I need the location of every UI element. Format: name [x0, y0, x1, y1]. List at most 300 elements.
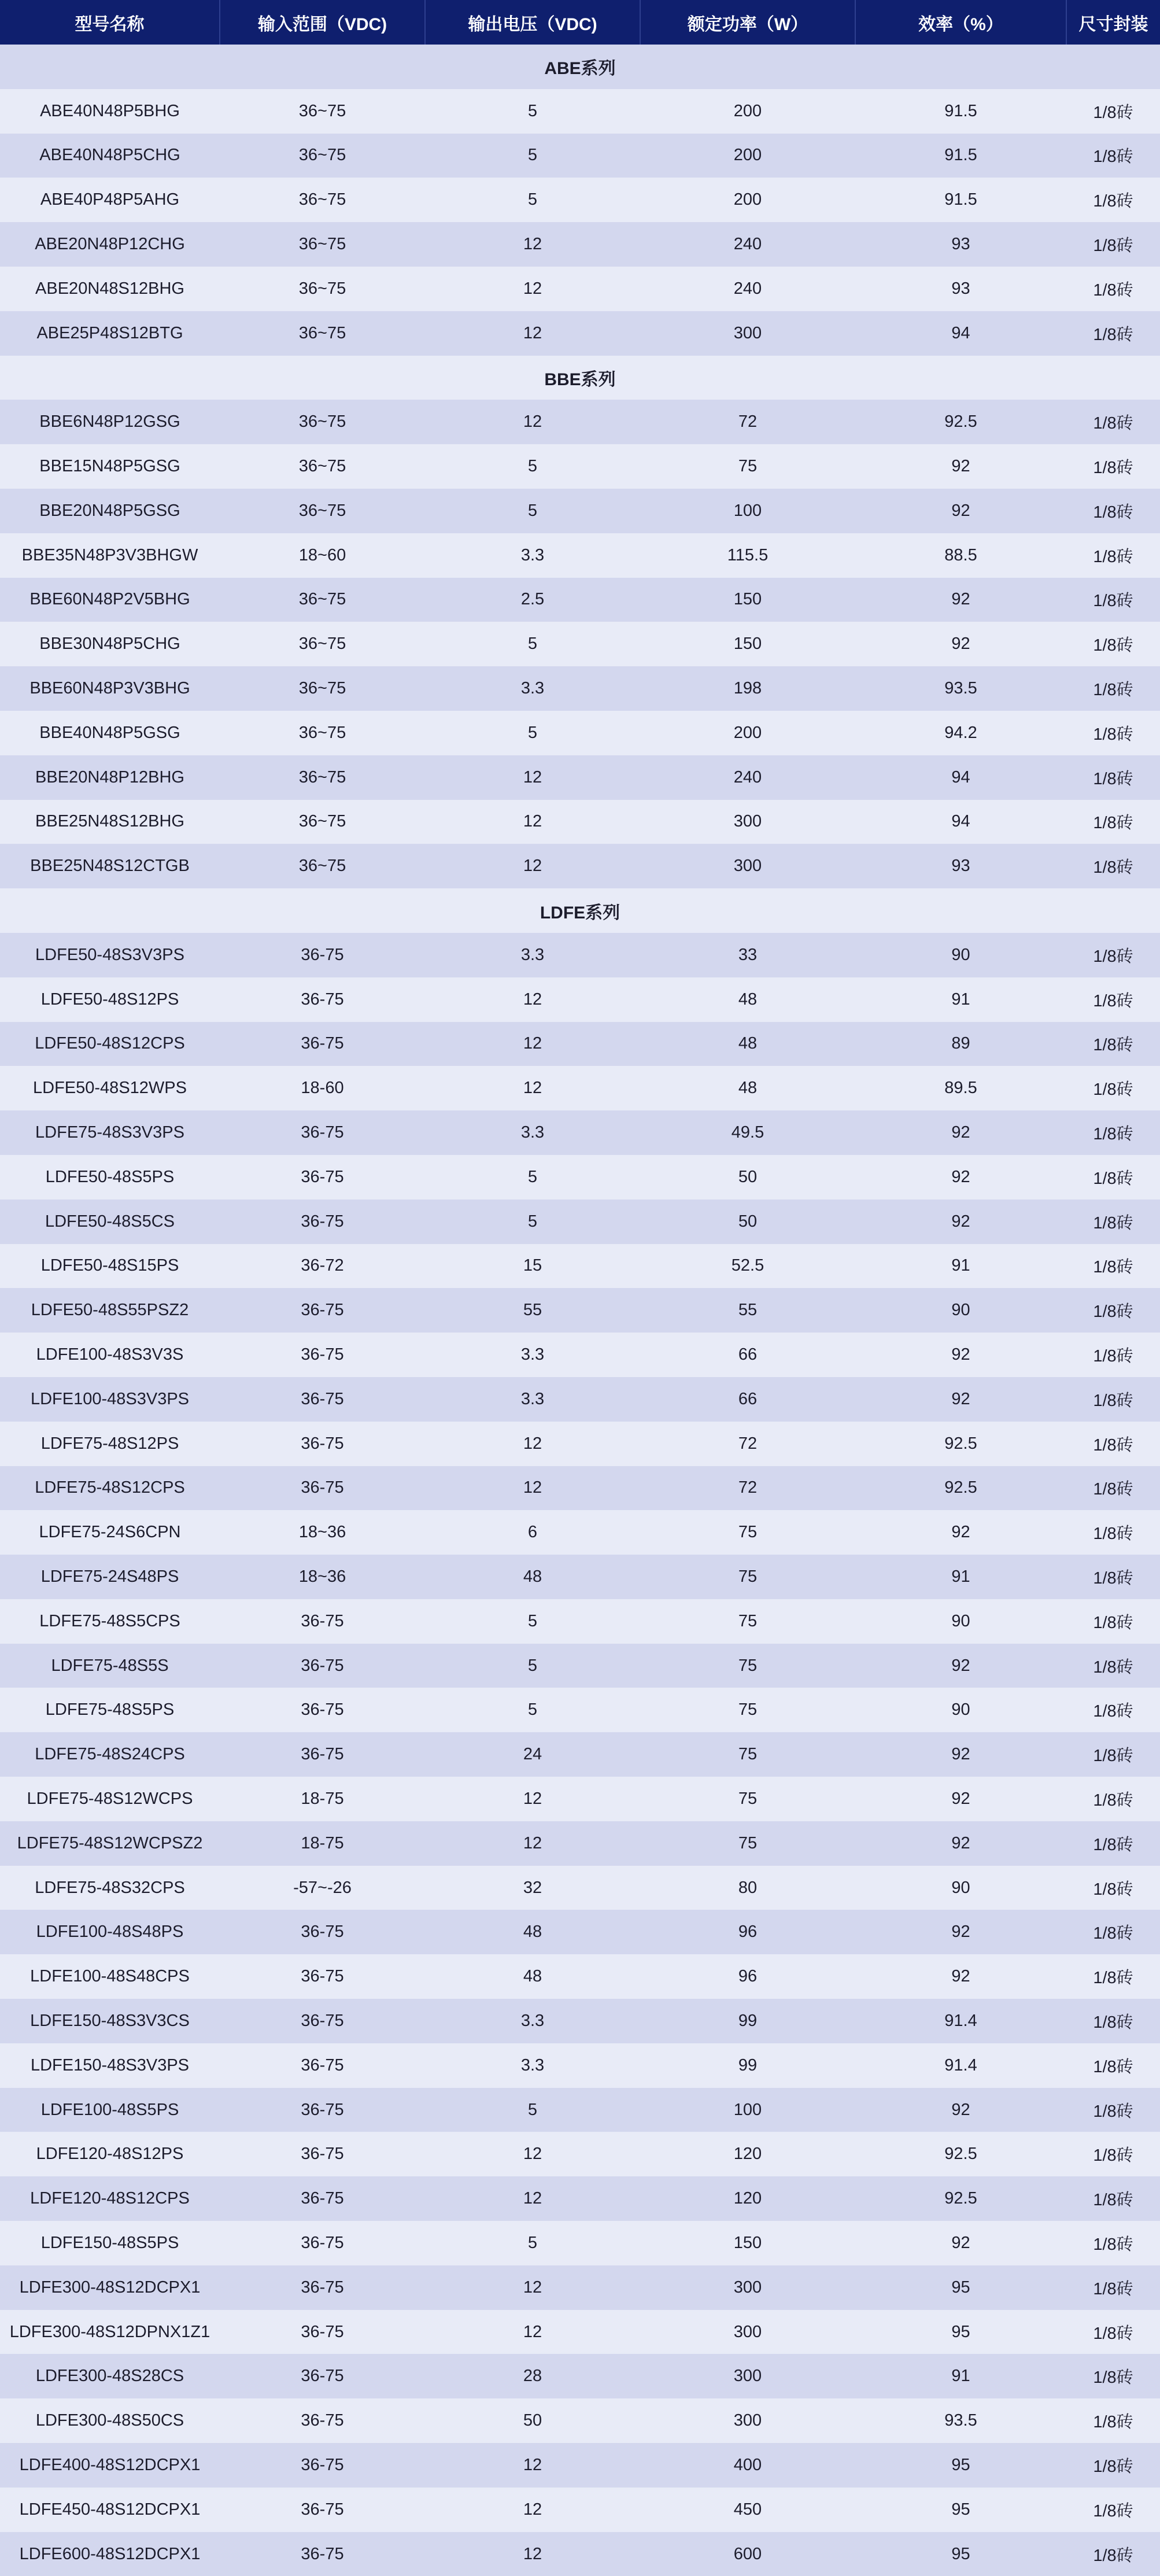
cell-rated-power: 300 [733, 2367, 762, 2386]
table-row [0, 578, 1160, 622]
cell-output-voltage: 12 [523, 2455, 542, 2474]
cell-model-name: LDFE300-48S28CS [35, 2367, 184, 2386]
cell-input-range: 36~75 [298, 101, 346, 120]
table-row [0, 2221, 1160, 2265]
cell-model-name: LDFE300-48S12DCPX1 [19, 2278, 201, 2297]
cell-package-size: 1/8砖 [1093, 2368, 1133, 2387]
cell-efficiency: 95 [951, 2322, 970, 2341]
series-title: BBE系列 [544, 370, 616, 389]
cell-efficiency: 92 [951, 590, 970, 609]
cell-input-range: 36-75 [301, 1656, 344, 1675]
cell-rated-power: 96 [738, 1967, 758, 1986]
cell-rated-power: 240 [733, 767, 762, 787]
cell-efficiency: 92 [951, 1922, 970, 1942]
cell-efficiency: 92 [951, 1167, 970, 1186]
cell-model-name: LDFE600-48S12DCPX1 [19, 2544, 201, 2563]
cell-rated-power: 50 [738, 1212, 758, 1231]
cell-input-range: 36~75 [298, 457, 346, 476]
cell-input-range: 36-75 [301, 1123, 344, 1142]
cell-input-range: 36-75 [301, 1922, 344, 1942]
table-row [0, 178, 1160, 222]
cell-efficiency: 89.5 [944, 1079, 977, 1098]
cell-rated-power: 48 [738, 990, 758, 1009]
cell-package-size: 1/8砖 [1093, 1969, 1133, 1988]
cell-rated-power: 75 [738, 1789, 758, 1808]
cell-output-voltage: 12 [523, 279, 542, 298]
cell-efficiency: 92 [951, 1967, 970, 1986]
cell-rated-power: 75 [738, 1700, 758, 1719]
cell-model-name: LDFE75-48S12CPS [35, 1478, 185, 1497]
cell-model-name: BBE30N48P5CHG [39, 634, 180, 654]
table-row [0, 933, 1160, 977]
cell-input-range: 36-75 [301, 1345, 344, 1364]
cell-efficiency: 92 [951, 2233, 970, 2252]
cell-rated-power: 200 [733, 101, 762, 120]
cell-model-name: LDFE100-48S48PS [36, 1922, 184, 1942]
cell-efficiency: 92.5 [944, 412, 977, 431]
cell-package-size: 1/8砖 [1093, 1569, 1133, 1588]
cell-rated-power: 75 [738, 1567, 758, 1586]
cell-input-range: 36-75 [301, 990, 344, 1009]
table-row [0, 1288, 1160, 1333]
cell-rated-power: 400 [733, 2455, 762, 2474]
cell-output-voltage: 12 [523, 1478, 542, 1497]
cell-efficiency: 93 [951, 279, 970, 298]
cell-output-voltage: 5 [527, 457, 538, 476]
cell-efficiency: 91.5 [944, 190, 977, 209]
table-row [0, 1555, 1160, 1599]
cell-output-voltage: 12 [523, 1079, 542, 1098]
cell-package-size: 1/8砖 [1093, 2057, 1133, 2076]
cell-input-range: 36-75 [301, 1389, 344, 1408]
cell-output-voltage: 12 [523, 2145, 542, 2164]
cell-package-size: 1/8砖 [1093, 1924, 1133, 1943]
cell-rated-power: 300 [733, 857, 762, 876]
cell-efficiency: 93 [951, 857, 970, 876]
table-row [0, 267, 1160, 311]
cell-model-name: LDFE100-48S3V3PS [30, 1389, 190, 1408]
cell-output-voltage: 12 [523, 1034, 542, 1053]
cell-output-voltage: 3.3 [520, 1123, 545, 1142]
cell-rated-power: 75 [738, 1833, 758, 1852]
cell-model-name: LDFE50-48S3V3PS [35, 945, 184, 964]
cell-input-range: 36-75 [301, 1745, 344, 1764]
cell-package-size: 1/8砖 [1093, 2457, 1133, 2476]
cell-rated-power: 75 [738, 457, 758, 476]
cell-model-name: LDFE100-48S48CPS [30, 1967, 190, 1986]
cell-package-size: 1/8砖 [1093, 2146, 1133, 2165]
cell-efficiency: 92 [951, 1345, 970, 1364]
cell-efficiency: 92 [951, 501, 970, 520]
cell-output-voltage: 3.3 [520, 945, 545, 964]
cell-package-size: 1/8砖 [1093, 147, 1133, 167]
cell-input-range: 36~75 [298, 146, 346, 165]
cell-rated-power: 72 [738, 1434, 758, 1453]
cell-efficiency: 91 [951, 990, 970, 1009]
cell-model-name: ABE20N48S12BHG [35, 279, 184, 298]
cell-output-voltage: 50 [523, 2411, 542, 2430]
cell-rated-power: 240 [733, 235, 762, 254]
table-row [0, 1510, 1160, 1555]
cell-efficiency: 91.4 [944, 2011, 977, 2030]
cell-model-name: LDFE50-48S5CS [45, 1212, 175, 1231]
cell-rated-power: 80 [738, 1878, 758, 1897]
cell-input-range: 18~36 [298, 1567, 346, 1586]
cell-efficiency: 93 [951, 235, 970, 254]
cell-model-name: LDFE75-48S5PS [45, 1700, 175, 1719]
cell-input-range: 36~75 [298, 279, 346, 298]
cell-input-range: 36-75 [301, 2367, 344, 2386]
table-row [0, 1866, 1160, 1910]
cell-input-range: 36-75 [301, 945, 344, 964]
cell-package-size: 1/8砖 [1093, 1747, 1133, 1766]
cell-output-voltage: 55 [523, 1301, 542, 1320]
cell-output-voltage: 5 [527, 1212, 538, 1231]
table-header [0, 0, 1160, 45]
cell-input-range: 36-75 [301, 2055, 344, 2075]
cell-output-voltage: 12 [523, 2278, 542, 2297]
table-row [0, 1244, 1160, 1289]
cell-model-name: LDFE120-48S12CPS [30, 2189, 190, 2208]
cell-model-name: LDFE450-48S12DCPX1 [19, 2500, 201, 2519]
table-row [0, 666, 1160, 711]
cell-output-voltage: 3.3 [520, 2011, 545, 2030]
cell-model-name: BBE60N48P3V3BHG [29, 679, 190, 698]
cell-output-voltage: 12 [523, 990, 542, 1009]
cell-package-size: 1/8砖 [1093, 2546, 1133, 2565]
cell-package-size: 1/8砖 [1093, 1480, 1133, 1499]
cell-package-size: 1/8砖 [1093, 991, 1133, 1010]
cell-model-name: BBE25N48S12CTGB [30, 857, 190, 876]
table-row [0, 1732, 1160, 1777]
series-row [0, 888, 1160, 933]
cell-output-voltage: 12 [523, 2500, 542, 2519]
cell-model-name: LDFE75-48S12WCPS [27, 1789, 193, 1808]
cell-model-name: LDFE150-48S3V3PS [30, 2055, 190, 2075]
cell-input-range: 36-75 [301, 1478, 344, 1497]
cell-rated-power: 200 [733, 146, 762, 165]
cell-package-size: 1/8砖 [1093, 1791, 1133, 1810]
cell-package-size: 1/8砖 [1093, 1880, 1133, 1899]
cell-efficiency: 88.5 [944, 545, 977, 564]
cell-model-name: LDFE75-24S6CPN [39, 1523, 181, 1542]
cell-efficiency: 91.4 [944, 2055, 977, 2075]
cell-efficiency: 94.2 [944, 723, 977, 742]
cell-output-voltage: 12 [523, 812, 542, 831]
cell-input-range: 36-75 [301, 1611, 344, 1630]
cell-package-size: 1/8砖 [1093, 503, 1133, 522]
cell-output-voltage: 3.3 [520, 679, 545, 698]
cell-model-name: BBE60N48P2V5BHG [29, 590, 190, 609]
cell-rated-power: 66 [738, 1345, 758, 1364]
cell-input-range: 36~75 [298, 590, 346, 609]
table-row [0, 1422, 1160, 1466]
table-row [0, 1155, 1160, 1200]
table-row [0, 1688, 1160, 1732]
cell-input-range: 36-75 [301, 2011, 344, 2030]
cell-model-name: LDFE120-48S12PS [36, 2145, 184, 2164]
table-row [0, 400, 1160, 444]
cell-model-name: LDFE300-48S12DPNX1Z1 [9, 2322, 210, 2341]
cell-output-voltage: 5 [527, 501, 538, 520]
cell-efficiency: 92 [951, 1389, 970, 1408]
cell-output-voltage: 5 [527, 146, 538, 165]
cell-rated-power: 115.5 [727, 545, 769, 564]
cell-rated-power: 300 [733, 812, 762, 831]
cell-rated-power: 72 [738, 1478, 758, 1497]
table-row [0, 222, 1160, 267]
cell-package-size: 1/8砖 [1093, 636, 1133, 655]
cell-model-name: ABE25P48S12BTG [36, 323, 183, 342]
table-row [0, 1599, 1160, 1644]
cell-input-range: 36-75 [301, 1967, 344, 1986]
table-row [0, 2532, 1160, 2576]
table-row [0, 2265, 1160, 2310]
cell-package-size: 1/8砖 [1093, 2413, 1133, 2432]
cell-efficiency: 94 [951, 767, 970, 787]
cell-efficiency: 90 [951, 1700, 970, 1719]
table-row [0, 2398, 1160, 2443]
table-row [0, 489, 1160, 533]
cell-package-size: 1/8砖 [1093, 1658, 1133, 1677]
table-row [0, 1777, 1160, 1821]
cell-efficiency: 91.5 [944, 101, 977, 120]
cell-output-voltage: 12 [523, 857, 542, 876]
cell-rated-power: 150 [733, 590, 762, 609]
cell-efficiency: 95 [951, 2500, 970, 2519]
cell-efficiency: 91 [951, 1567, 970, 1586]
cell-model-name: LDFE50-48S55PSZ2 [31, 1301, 189, 1320]
cell-package-size: 1/8砖 [1093, 1169, 1133, 1188]
cell-rated-power: 150 [733, 634, 762, 654]
cell-rated-power: 99 [738, 2011, 758, 2030]
table-row [0, 89, 1160, 134]
cell-input-range: 36~75 [298, 767, 346, 787]
cell-input-range: 36~75 [298, 190, 346, 209]
cell-package-size: 1/8砖 [1093, 725, 1133, 744]
cell-package-size: 1/8砖 [1093, 592, 1133, 611]
cell-output-voltage: 6 [527, 1523, 538, 1542]
cell-efficiency: 92.5 [944, 2145, 977, 2164]
cell-package-size: 1/8砖 [1093, 237, 1133, 256]
cell-package-size: 1/8砖 [1093, 681, 1133, 700]
table-row [0, 977, 1160, 1022]
cell-model-name: LDFE75-48S5CPS [39, 1611, 180, 1630]
cell-rated-power: 49.5 [731, 1123, 764, 1142]
cell-rated-power: 52.5 [731, 1256, 764, 1275]
cell-rated-power: 240 [733, 279, 762, 298]
cell-package-size: 1/8砖 [1093, 1835, 1133, 1854]
cell-efficiency: 92.5 [944, 1434, 977, 1453]
cell-model-name: ABE40N48P5BHG [40, 101, 180, 120]
cell-input-range: 36-75 [301, 2322, 344, 2341]
header-model-name: 型号名称 [0, 0, 220, 45]
table-row [0, 2310, 1160, 2354]
cell-rated-power: 450 [733, 2500, 762, 2519]
cell-rated-power: 300 [733, 2278, 762, 2297]
cell-package-size: 1/8砖 [1093, 192, 1133, 211]
cell-model-name: ABE40P48P5AHG [40, 190, 180, 209]
cell-input-range: 36-75 [301, 2189, 344, 2208]
cell-rated-power: 75 [738, 1745, 758, 1764]
cell-output-voltage: 5 [527, 101, 538, 120]
cell-efficiency: 92.5 [944, 2189, 977, 2208]
cell-output-voltage: 3.3 [520, 545, 545, 564]
series-title: ABE系列 [544, 59, 616, 79]
cell-package-size: 1/8砖 [1093, 769, 1133, 788]
table-row [0, 844, 1160, 888]
table-row [0, 1644, 1160, 1688]
cell-input-range: 36~75 [298, 323, 346, 342]
cell-input-range: 18~60 [298, 545, 346, 564]
cell-package-size: 1/8砖 [1093, 814, 1133, 833]
cell-input-range: 36-75 [301, 2233, 344, 2252]
cell-input-range: 18~36 [298, 1523, 346, 1542]
cell-efficiency: 92 [951, 1789, 970, 1808]
cell-efficiency: 90 [951, 945, 970, 964]
cell-efficiency: 92 [951, 1123, 970, 1142]
cell-output-voltage: 5 [527, 2233, 538, 2252]
cell-output-voltage: 5 [527, 1700, 538, 1719]
cell-package-size: 1/8砖 [1093, 1525, 1133, 1544]
cell-rated-power: 33 [738, 945, 758, 964]
cell-package-size: 1/8砖 [1093, 103, 1133, 122]
cell-output-voltage: 15 [523, 1256, 542, 1275]
header-efficiency: 效率（%） [855, 0, 1066, 45]
cell-output-voltage: 12 [523, 235, 542, 254]
table-row [0, 2443, 1160, 2488]
cell-package-size: 1/8砖 [1093, 1036, 1133, 1055]
cell-efficiency: 92 [951, 634, 970, 654]
cell-input-range: 36-75 [301, 1212, 344, 1231]
table-row [0, 1200, 1160, 1244]
cell-efficiency: 92.5 [944, 1478, 977, 1497]
cell-model-name: BBE15N48P5GSG [39, 457, 180, 476]
cell-package-size: 1/8砖 [1093, 1302, 1133, 1322]
cell-model-name: BBE20N48P12BHG [35, 767, 184, 787]
cell-input-range: 18-60 [301, 1079, 344, 1098]
table-row [0, 622, 1160, 666]
table-row [0, 1377, 1160, 1422]
cell-model-name: LDFE50-48S15PS [40, 1256, 179, 1275]
table-row [0, 800, 1160, 844]
cell-output-voltage: 12 [523, 412, 542, 431]
cell-efficiency: 91.5 [944, 146, 977, 165]
cell-package-size: 1/8砖 [1093, 281, 1133, 300]
cell-input-range: 36~75 [298, 679, 346, 698]
header-rated-power: 额定功率（W） [640, 0, 855, 45]
cell-package-size: 1/8砖 [1093, 2102, 1133, 2121]
cell-model-name: LDFE75-48S3V3PS [35, 1123, 184, 1142]
cell-model-name: LDFE100-48S5PS [40, 2100, 179, 2119]
cell-efficiency: 92 [951, 1523, 970, 1542]
series-row [0, 356, 1160, 400]
cell-rated-power: 75 [738, 1523, 758, 1542]
cell-output-voltage: 48 [523, 1922, 542, 1942]
cell-efficiency: 95 [951, 2544, 970, 2563]
cell-model-name: LDFE50-48S12WPS [33, 1079, 187, 1098]
table-row [0, 1910, 1160, 1954]
table-row [0, 1110, 1160, 1155]
cell-package-size: 1/8砖 [1093, 2324, 1133, 2343]
cell-rated-power: 48 [738, 1079, 758, 1098]
cell-package-size: 1/8砖 [1093, 947, 1133, 966]
cell-output-voltage: 12 [523, 1789, 542, 1808]
cell-model-name: LDFE150-48S3V3CS [30, 2011, 190, 2030]
table-row [0, 1466, 1160, 1511]
table-row [0, 2043, 1160, 2088]
cell-input-range: 36-75 [301, 2145, 344, 2164]
cell-input-range: 36-75 [301, 1434, 344, 1453]
table-row [0, 1066, 1160, 1110]
header-output-voltage: 输出电压（VDC) [425, 0, 640, 45]
table-row [0, 1954, 1160, 1999]
cell-package-size: 1/8砖 [1093, 1613, 1133, 1632]
cell-input-range: 36~75 [298, 723, 346, 742]
cell-efficiency: 94 [951, 323, 970, 342]
cell-package-size: 1/8砖 [1093, 547, 1133, 566]
table-row [0, 1022, 1160, 1066]
cell-output-voltage: 2.5 [520, 590, 545, 609]
table-row [0, 134, 1160, 178]
cell-rated-power: 48 [738, 1034, 758, 1053]
table-row [0, 2132, 1160, 2176]
cell-rated-power: 198 [733, 679, 762, 698]
cell-rated-power: 300 [733, 2322, 762, 2341]
cell-package-size: 1/8砖 [1093, 1391, 1133, 1410]
table-body [0, 45, 1160, 2576]
cell-package-size: 1/8砖 [1093, 1125, 1133, 1144]
cell-input-range: 36~75 [298, 857, 346, 876]
cell-input-range: 36-75 [301, 1301, 344, 1320]
cell-output-voltage: 5 [527, 190, 538, 209]
table-row [0, 2354, 1160, 2398]
cell-output-voltage: 5 [527, 634, 538, 654]
cell-model-name: BBE6N48P12GSG [39, 412, 180, 431]
table-row [0, 2176, 1160, 2221]
cell-model-name: BBE40N48P5GSG [39, 723, 180, 742]
cell-output-voltage: 12 [523, 2322, 542, 2341]
cell-output-voltage: 5 [527, 1611, 538, 1630]
cell-rated-power: 55 [738, 1301, 758, 1320]
cell-input-range: 36-75 [301, 2100, 344, 2119]
table-row [0, 311, 1160, 356]
cell-package-size: 1/8砖 [1093, 325, 1133, 344]
table-row [0, 1999, 1160, 2043]
cell-output-voltage: 32 [523, 1878, 542, 1897]
cell-package-size: 1/8砖 [1093, 414, 1133, 433]
cell-output-voltage: 12 [523, 323, 542, 342]
cell-rated-power: 100 [733, 501, 762, 520]
cell-output-voltage: 12 [523, 1833, 542, 1852]
cell-input-range: 36~75 [298, 412, 346, 431]
cell-model-name: LDFE50-48S12PS [40, 990, 179, 1009]
cell-model-name: ABE20N48P12CHG [35, 235, 185, 254]
table-row [0, 533, 1160, 578]
cell-package-size: 1/8砖 [1093, 1258, 1133, 1277]
cell-package-size: 1/8砖 [1093, 2279, 1133, 2298]
cell-model-name: LDFE300-48S50CS [35, 2411, 184, 2430]
cell-model-name: LDFE50-48S12CPS [35, 1034, 185, 1053]
cell-input-range: 36-75 [301, 2411, 344, 2430]
cell-output-voltage: 3.3 [520, 1389, 545, 1408]
cell-efficiency: 90 [951, 1301, 970, 1320]
cell-input-range: 18-75 [301, 1833, 344, 1852]
cell-package-size: 1/8砖 [1093, 459, 1133, 478]
cell-efficiency: 93.5 [944, 2411, 977, 2430]
cell-input-range: 36-75 [301, 2500, 344, 2519]
cell-efficiency: 92 [951, 457, 970, 476]
